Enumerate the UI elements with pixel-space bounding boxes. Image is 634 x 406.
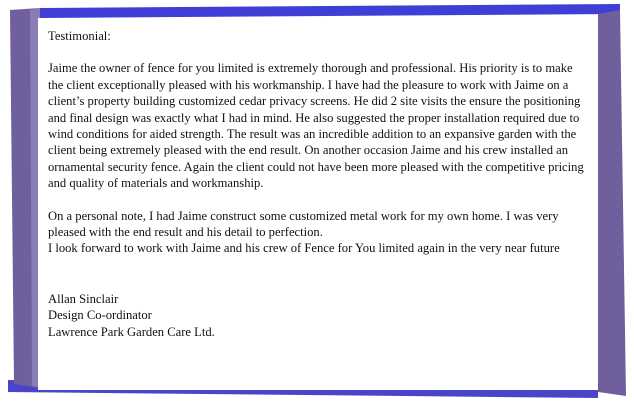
testimonial-paragraph-1: Jaime the owner of fence for you limited is extremely thorough and professional. His priority is to make the client exceptionally pleased with his workmanship. I have had the pleasure to work with Jaime on a client’s property building customized cedar privacy screens. He did 2 site visits the ensure the positioning and final design was exactly what I had in mind. He also suggested the proper installation required due to wind conditions for aided strength. The result was an incredible addition to an expansive garden with the client being extremely pleased with the end result. On another occasion Jaime and his crew installed an ornamental security fence. Again the client could not have been more pleased with the competitive pricing and quality of materials and workmanship. (48, 61, 584, 191)
testimonial-paragraph-3: I look forward to work with Jaime and his crew of Fence for You limited again in the very near future (48, 241, 560, 256)
signature-title: Design Co-ordinator (48, 308, 152, 323)
signature-company: Lawrence Park Garden Care Ltd. (48, 324, 215, 339)
frame-right-strip (598, 10, 626, 396)
signature-name: Allan Sinclair (48, 291, 119, 306)
frame-top-strip (40, 4, 620, 18)
signature-block (48, 291, 588, 340)
testimonial-paragraph-2: On a personal note, I had Jaime construct some customized metal work for my own home. I was very pleased with the end result and his detail to perfection. (48, 208, 559, 240)
testimonial-card (38, 18, 598, 390)
testimonial-heading: Testimonial: (48, 29, 111, 43)
